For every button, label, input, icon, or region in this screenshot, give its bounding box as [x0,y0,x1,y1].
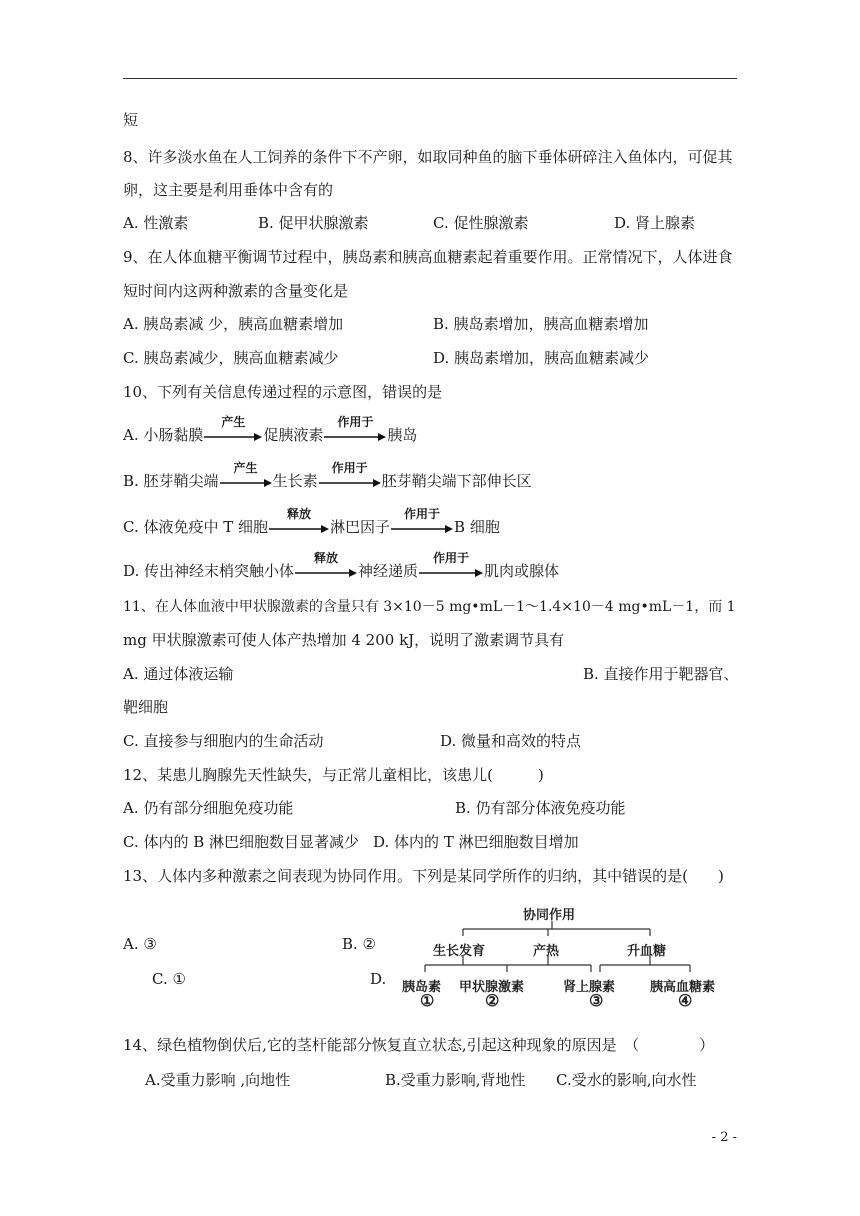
q11-stem-line1: 11、在人体血液中甲状腺激素的含量只有 3×10－5 mg•mL－1～1.4×10－4 mg•mL－1，而 1 [123,599,736,615]
q10-c-target: B 细胞 [454,518,500,536]
q9-stem-line2: 短时间内这两种激素的含量变化是 [123,282,349,300]
q10-d-arrow2-label: 作用于 [433,551,470,565]
diagram-insulin: 胰岛素 [402,980,442,995]
q12-option-a: A. 仍有部分细胞免疫功能 [123,799,294,817]
q9-option-d: D. 胰岛素增加，胰高血糖素减少 [433,349,650,367]
q11-option-d: D. 微量和高效的特点 [440,732,582,750]
q10-d-signal: 神经递质 [358,562,419,580]
arrow-icon [204,415,262,445]
q10-a-signal: 促胰液素 [263,426,324,444]
q11-option-c: C. 直接参与细胞内的生命活动 [123,732,324,750]
q9-option-c: C. 胰岛素减少，胰高血糖素减少 [123,349,339,367]
arrow-icon [419,551,483,581]
q10-option-d [123,551,560,581]
q10-a-target: 胰岛 [387,426,418,444]
diagram-thyroxine: 甲状腺激素 [459,980,525,995]
q10-option-a [123,415,418,445]
q13-option-c: C. ① [152,970,186,988]
q10-a-source: A. 小肠黏膜 [123,426,204,444]
q11-stem-line2: mg 甲状腺激素可使人体产热增加 4 200 kJ，说明了激素调节具有 [123,631,565,649]
q10-d-arrow1-label: 释放 [314,551,339,565]
q9-option-a: A. 胰岛素减 少，胰高血糖素增加 [123,315,344,333]
q10-c-arrow1-label: 释放 [287,507,312,521]
q11-option-b-cont: 靶细胞 [123,698,169,716]
q13-option-a: A. ③ [123,935,157,953]
diagram-glucagon: 胰高血糖素 [650,980,716,995]
q10-b-signal: 生长素 [272,472,318,490]
q10-c-arrow2-label: 作用于 [404,507,441,521]
q12-stem: 12、某患儿胸腺先天性缺失，与正常儿童相比，该患儿( ) [123,766,544,784]
q10-b-arrow1-label: 产生 [233,461,258,475]
q8-option-b: B. 促甲状腺激素 [258,214,369,232]
arrow-icon [220,461,272,491]
header-rule [123,78,737,79]
q11-option-a: A. 通过体液运输 [123,665,234,683]
q12-option-b: B. 仍有部分体液免疫功能 [455,799,626,817]
diagram-num-1: ① [420,991,435,1010]
q10-d-source: D. 传出神经末梢突触小体 [123,562,295,580]
q10-c-signal: 淋巴因子 [330,518,391,536]
q10-b-target: 胚芽鞘尖端下部伸长区 [381,472,532,490]
page-number: - 2 - [711,1130,737,1145]
q12-option-c: C. 体内的 B 淋巴细胞数目显著减少 [123,833,360,851]
q14-option-c: C.受水的影响,向水性 [556,1071,697,1089]
q13-hormone-diagram [395,900,745,1010]
q14-option-b: B.受重力影响,背地性 [385,1071,526,1089]
diagram-heat: 产热 [533,944,560,959]
q12-option-d: D. 体内的 T 淋巴细胞数目增加 [373,833,579,851]
diagram-num-4: ④ [678,991,693,1010]
q10-a-arrow2-label: 作用于 [337,415,374,429]
q13-option-b: B. ② [342,935,377,953]
q9-stem-line1: 9、在人体血糖平衡调节过程中，胰岛素和胰高血糖素起着重要作用。正常情况下，人体进食 [123,248,733,266]
diagram-num-3: ③ [589,991,604,1010]
arrow-icon [324,415,386,445]
q9-option-b: B. 胰岛素增加，胰高血糖素增加 [433,315,649,333]
q8-option-d: D. 肾上腺素 [614,214,696,232]
diagram-growth: 生长发育 [433,944,486,959]
arrow-icon [269,507,329,537]
q10-a-arrow1-label: 产生 [221,415,246,429]
q13-option-d: D. [370,970,387,988]
q10-option-b [123,461,532,491]
q10-stem: 10、下列有关信息传递过程的示意图，错误的是 [123,383,443,401]
continuation-text: 短 [123,111,139,129]
q10-b-arrow2-label: 作用于 [331,461,368,475]
diagram-root: 协同作用 [523,908,576,923]
q8-option-a: A. 性激素 [123,214,189,232]
q10-b-source: B. 胚芽鞘尖端 [123,472,219,490]
q14-option-a: A.受重力影响 ,向地性 [145,1071,291,1089]
diagram-num-2: ② [485,991,500,1010]
q10-d-target: 肌肉或腺体 [484,562,560,580]
arrow-icon [391,507,453,537]
q10-option-c [123,507,500,537]
q8-stem-line1: 8、许多淡水鱼在人工饲养的条件下不产卵，如取同种鱼的脑下垂体研碎注入鱼体内，可促其 [123,148,733,166]
q8-option-c: C. 促性腺激素 [433,214,529,232]
arrow-icon [319,461,381,491]
q10-c-source: C. 体液免疫中 T 细胞 [123,518,269,536]
q14-stem: 14、绿色植物倒伏后,它的茎杆能部分恢复直立状态,引起这种现象的原因是 （ ） [123,1036,715,1054]
q11-option-b: B. 直接作用于靶器官、 [583,665,739,683]
q13-stem: 13、人体内多种激素之间表现为协同作用。下列是某同学所作的归纳，其中错误的是( ) [123,867,724,885]
q8-stem-line2: 卵，这主要是利用垂体中含有的 [123,181,334,199]
arrow-icon [295,551,357,581]
diagram-adrenaline: 肾上腺素 [563,980,616,995]
diagram-glucose: 升血糖 [627,944,667,959]
